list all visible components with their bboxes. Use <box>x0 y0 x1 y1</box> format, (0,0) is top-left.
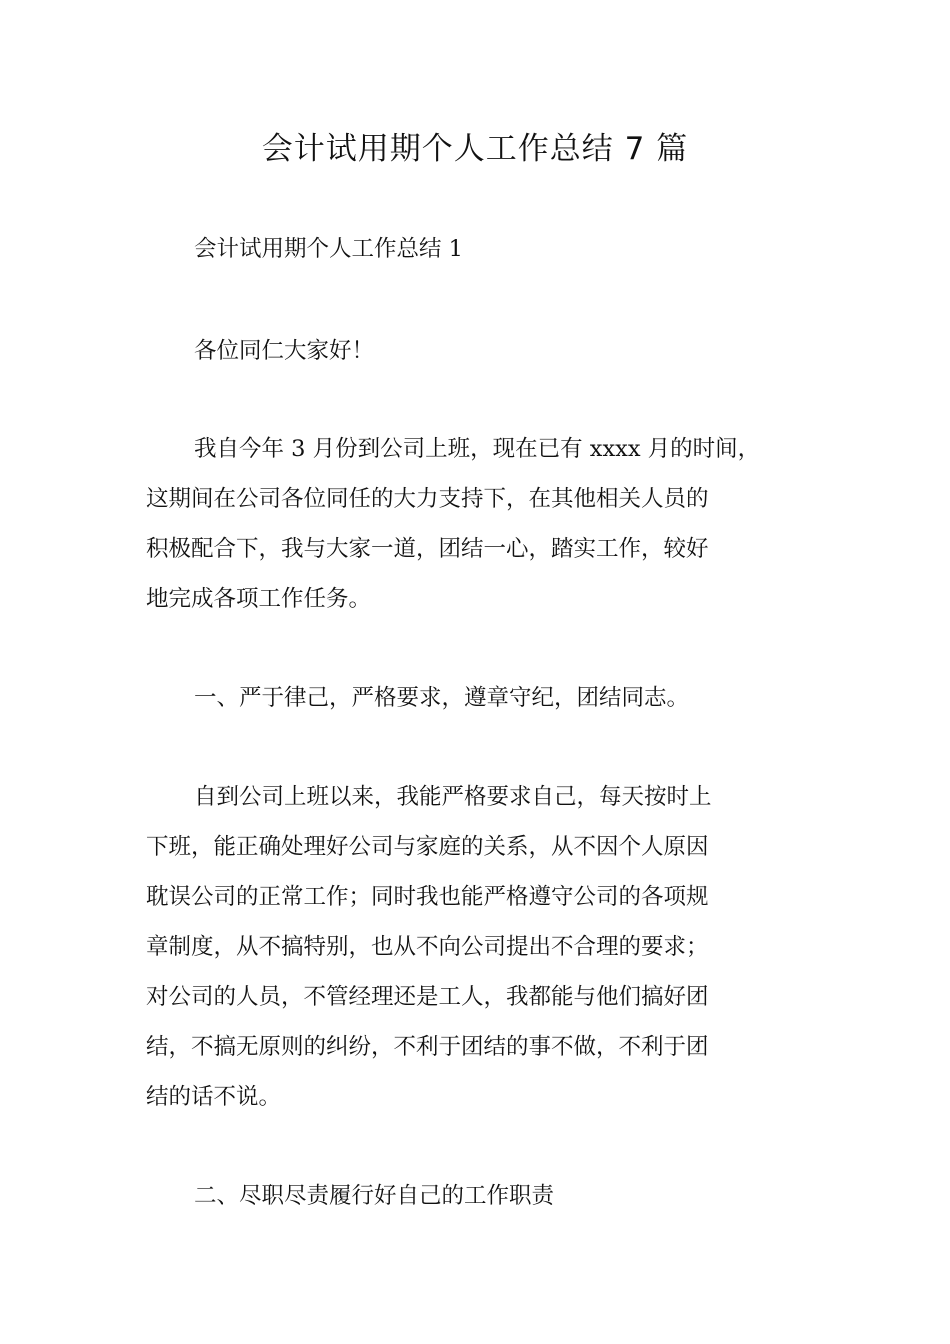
paragraph-line: 结的话不说。 <box>146 1084 282 1110</box>
paragraph-line: 对公司的人员，不管经理还是工人，我都能与他们搞好团 <box>146 984 709 1010</box>
section-heading: 会计试用期个人工作总结 1 <box>194 236 463 262</box>
greeting-line: 各位同仁大家好！ <box>194 338 375 364</box>
subheading-line: 二、尽职尽责履行好自己的工作职责 <box>194 1183 555 1209</box>
paragraph-line: 章制度，从不搞特别，也从不向公司提出不合理的要求； <box>146 934 709 960</box>
paragraph-line: 积极配合下，我与大家一道，团结一心，踏实工作，较好 <box>146 536 709 562</box>
paragraph-line: 下班，能正确处理好公司与家庭的关系，从不因个人原因 <box>146 834 709 860</box>
document-title: 会计试用期个人工作总结 7 篇 <box>261 131 689 167</box>
subheading-line: 一、严于律己，严格要求，遵章守纪，团结同志。 <box>194 685 690 711</box>
paragraph-line: 我自今年 3 月份到公司上班，现在已有 xxxx 月的时间， <box>194 436 761 462</box>
paragraph-line: 地完成各项工作任务。 <box>146 586 372 612</box>
paragraph-line: 结，不搞无原则的纠纷，不利于团结的事不做，不利于团 <box>146 1034 709 1060</box>
paragraph-line: 耽误公司的正常工作；同时我也能严格遵守公司的各项规 <box>146 884 709 910</box>
paragraph-line: 这期间在公司各位同任的大力支持下，在其他相关人员的 <box>146 486 709 512</box>
paragraph-line: 自到公司上班以来，我能严格要求自己，每天按时上 <box>194 784 712 810</box>
